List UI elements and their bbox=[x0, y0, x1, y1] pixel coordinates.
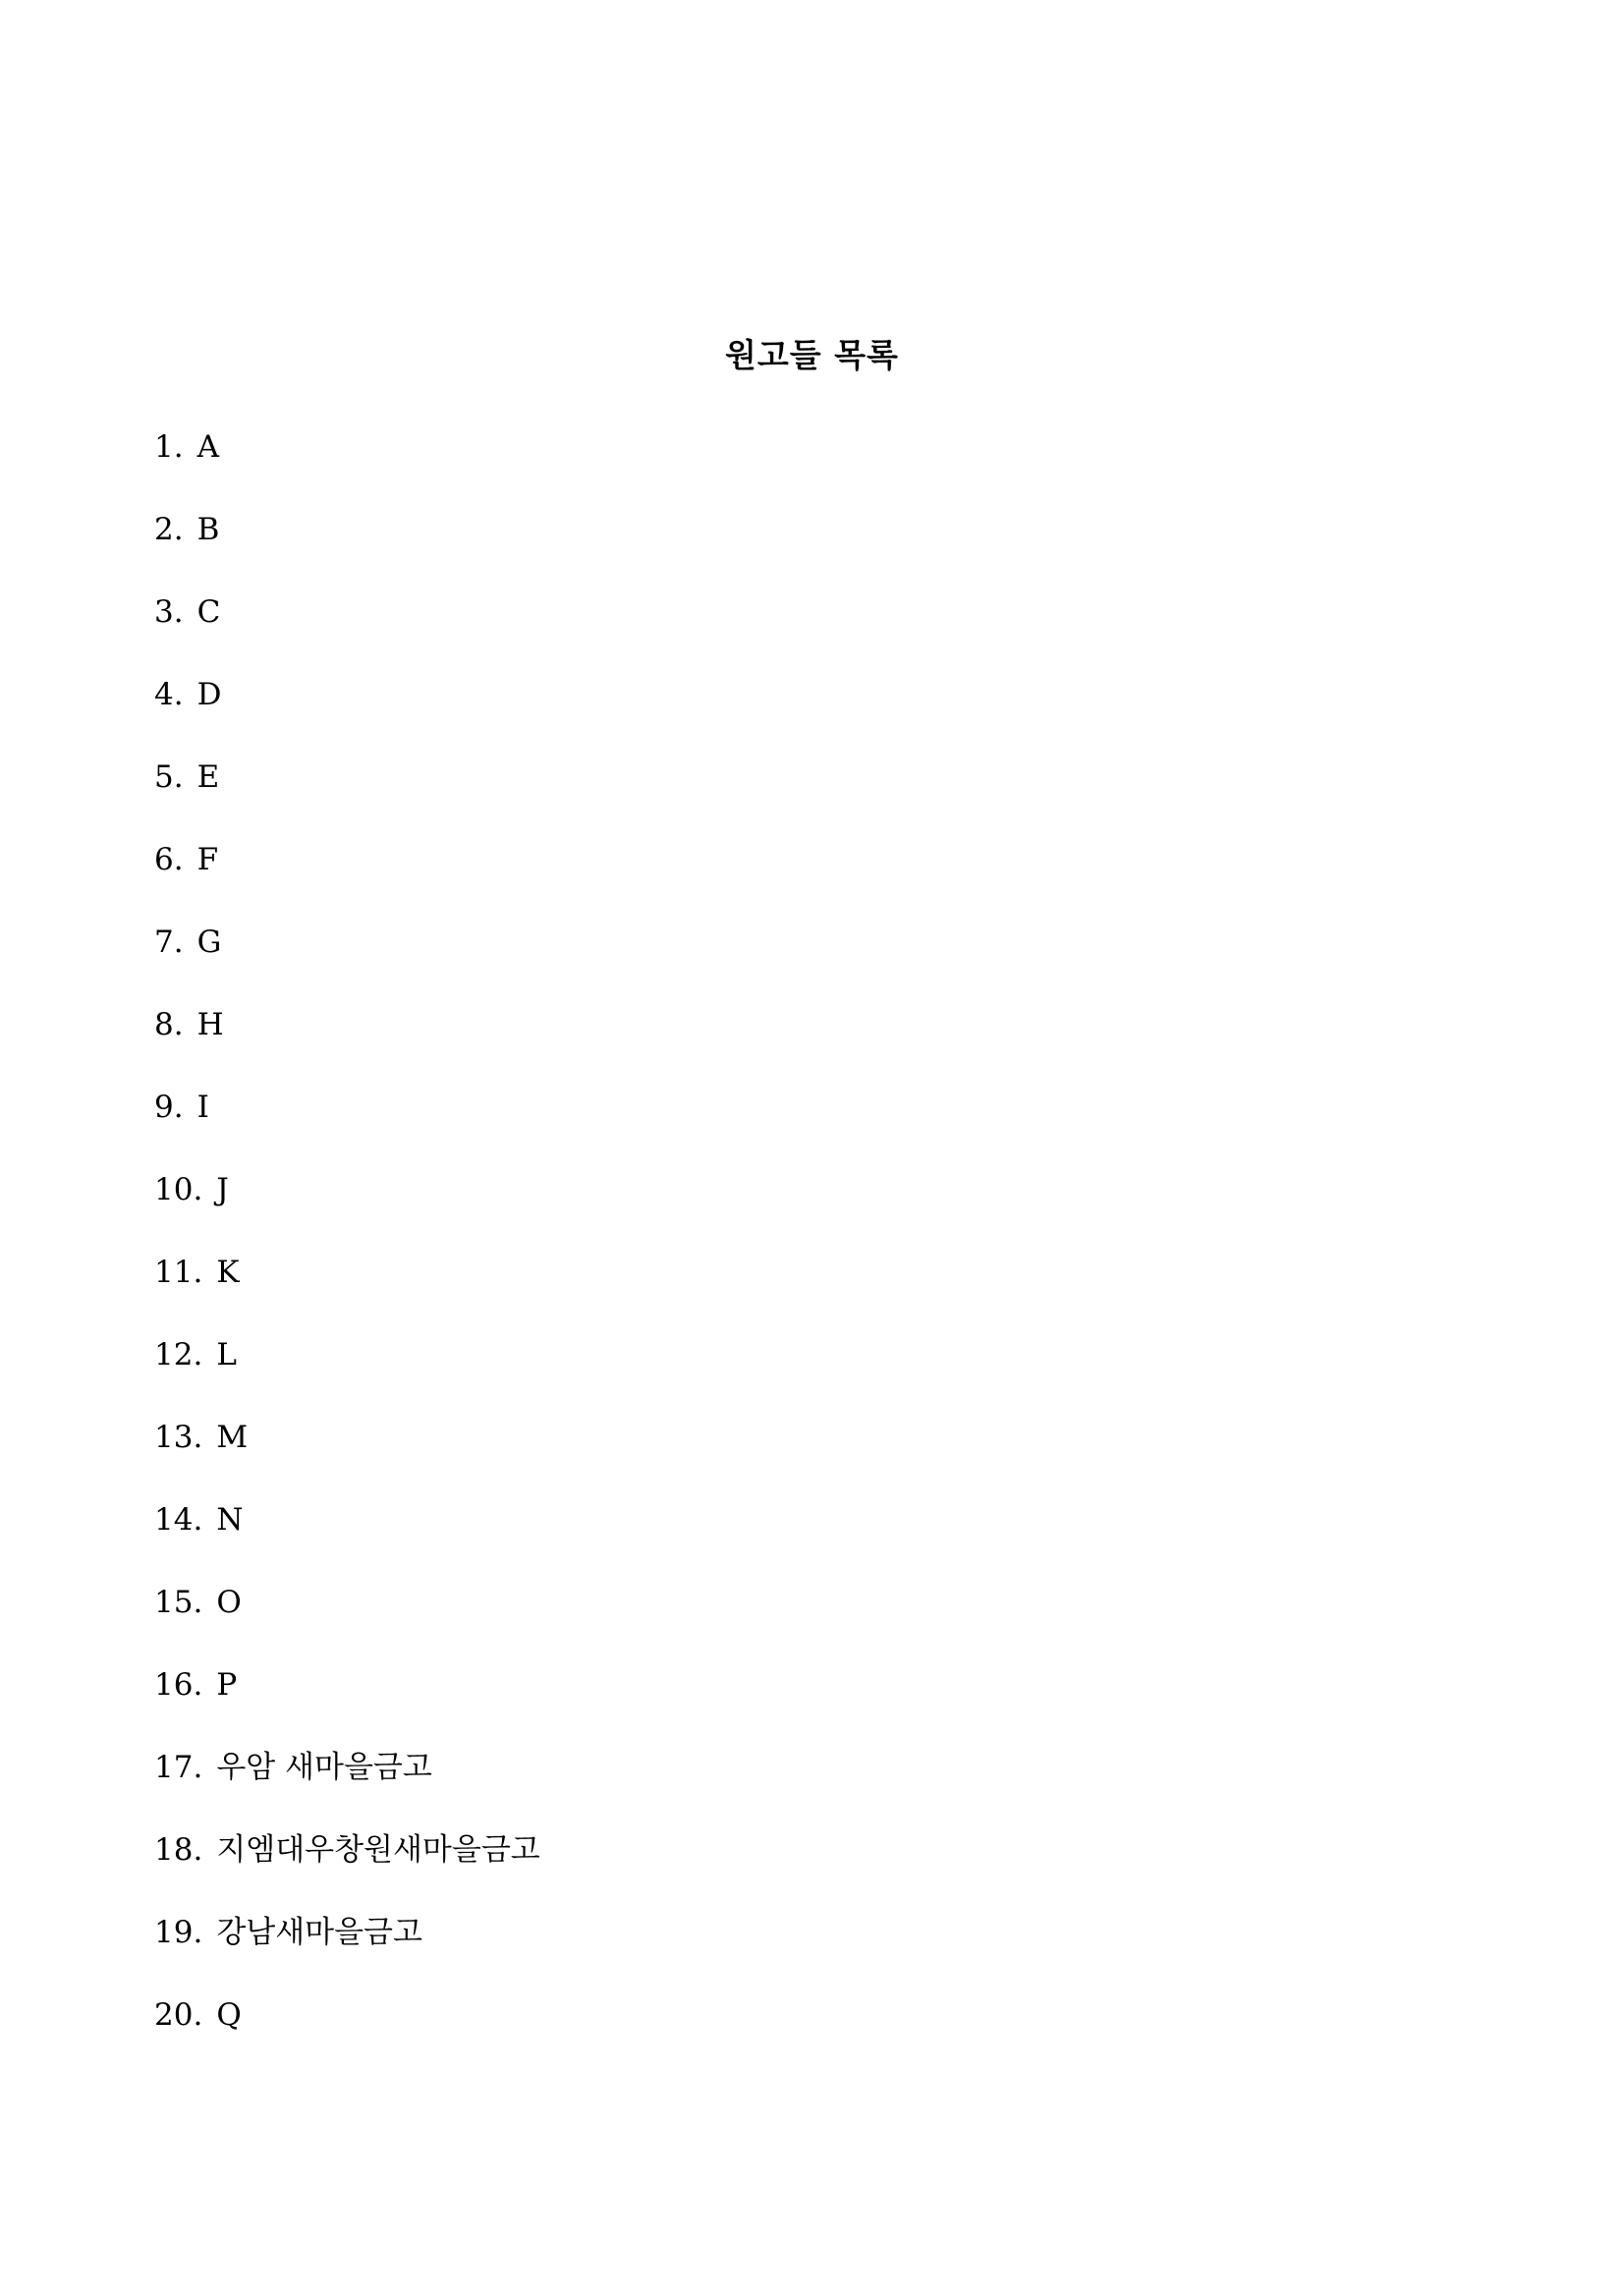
item-name: G bbox=[196, 924, 222, 960]
item-name: B bbox=[196, 512, 220, 547]
list-item bbox=[154, 1667, 540, 1753]
item-number: 12. bbox=[154, 1337, 203, 1372]
item-name: C bbox=[196, 594, 221, 630]
item-name: I bbox=[196, 1090, 209, 1125]
list-item bbox=[154, 1997, 540, 2083]
item-name: H bbox=[196, 1007, 224, 1042]
item-name: O bbox=[216, 1585, 242, 1620]
item-number: 8. bbox=[154, 1007, 184, 1042]
item-number: 11. bbox=[154, 1255, 203, 1290]
item-name: 지엠대우창원새마을금고 bbox=[216, 1832, 540, 1868]
item-name: 강남새마을금고 bbox=[216, 1915, 422, 1950]
item-number: 9. bbox=[154, 1090, 184, 1125]
item-number: 4. bbox=[154, 677, 184, 712]
item-name: D bbox=[196, 677, 222, 712]
item-number: 18. bbox=[154, 1832, 203, 1868]
item-number: 16. bbox=[154, 1667, 203, 1703]
item-name: F bbox=[196, 842, 219, 877]
list-item bbox=[154, 429, 540, 515]
item-number: 14. bbox=[154, 1502, 203, 1538]
item-number: 5. bbox=[154, 759, 184, 795]
item-name: Q bbox=[216, 1997, 242, 2033]
item-name: M bbox=[216, 1420, 249, 1455]
list-item bbox=[154, 512, 540, 597]
list-item bbox=[154, 924, 540, 1010]
item-name: P bbox=[216, 1667, 238, 1703]
list-item bbox=[154, 842, 540, 927]
item-name: 우암 새마을금고 bbox=[216, 1750, 432, 1785]
item-name: A bbox=[196, 429, 219, 465]
list-item bbox=[154, 1255, 540, 1340]
plaintiff-list bbox=[154, 429, 540, 2083]
item-name: E bbox=[196, 759, 220, 795]
list-item bbox=[154, 759, 540, 845]
item-name: J bbox=[216, 1172, 229, 1207]
item-number: 7. bbox=[154, 924, 184, 960]
list-item bbox=[154, 594, 540, 680]
item-name: N bbox=[216, 1502, 244, 1538]
item-number: 3. bbox=[154, 594, 184, 630]
list-item bbox=[154, 677, 540, 762]
list-item bbox=[154, 1915, 540, 2000]
list-item bbox=[154, 1585, 540, 1670]
page-title: 원고들 목록 bbox=[725, 336, 899, 374]
list-item bbox=[154, 1502, 540, 1588]
item-name: L bbox=[216, 1337, 237, 1372]
item-number: 10. bbox=[154, 1172, 203, 1207]
item-number: 15. bbox=[154, 1585, 203, 1620]
item-number: 20. bbox=[154, 1997, 203, 2033]
item-number: 13. bbox=[154, 1420, 203, 1455]
item-name: K bbox=[216, 1255, 240, 1290]
item-number: 1. bbox=[154, 429, 184, 465]
list-item bbox=[154, 1420, 540, 1505]
list-item bbox=[154, 1007, 540, 1092]
item-number: 17. bbox=[154, 1750, 203, 1785]
list-item bbox=[154, 1750, 540, 1835]
list-item bbox=[154, 1337, 540, 1423]
list-item bbox=[154, 1092, 540, 1175]
item-number: 19. bbox=[154, 1915, 203, 1950]
item-number: 2. bbox=[154, 512, 184, 547]
list-item bbox=[154, 1172, 540, 1258]
list-item bbox=[154, 1832, 540, 1918]
item-number: 6. bbox=[154, 842, 184, 877]
